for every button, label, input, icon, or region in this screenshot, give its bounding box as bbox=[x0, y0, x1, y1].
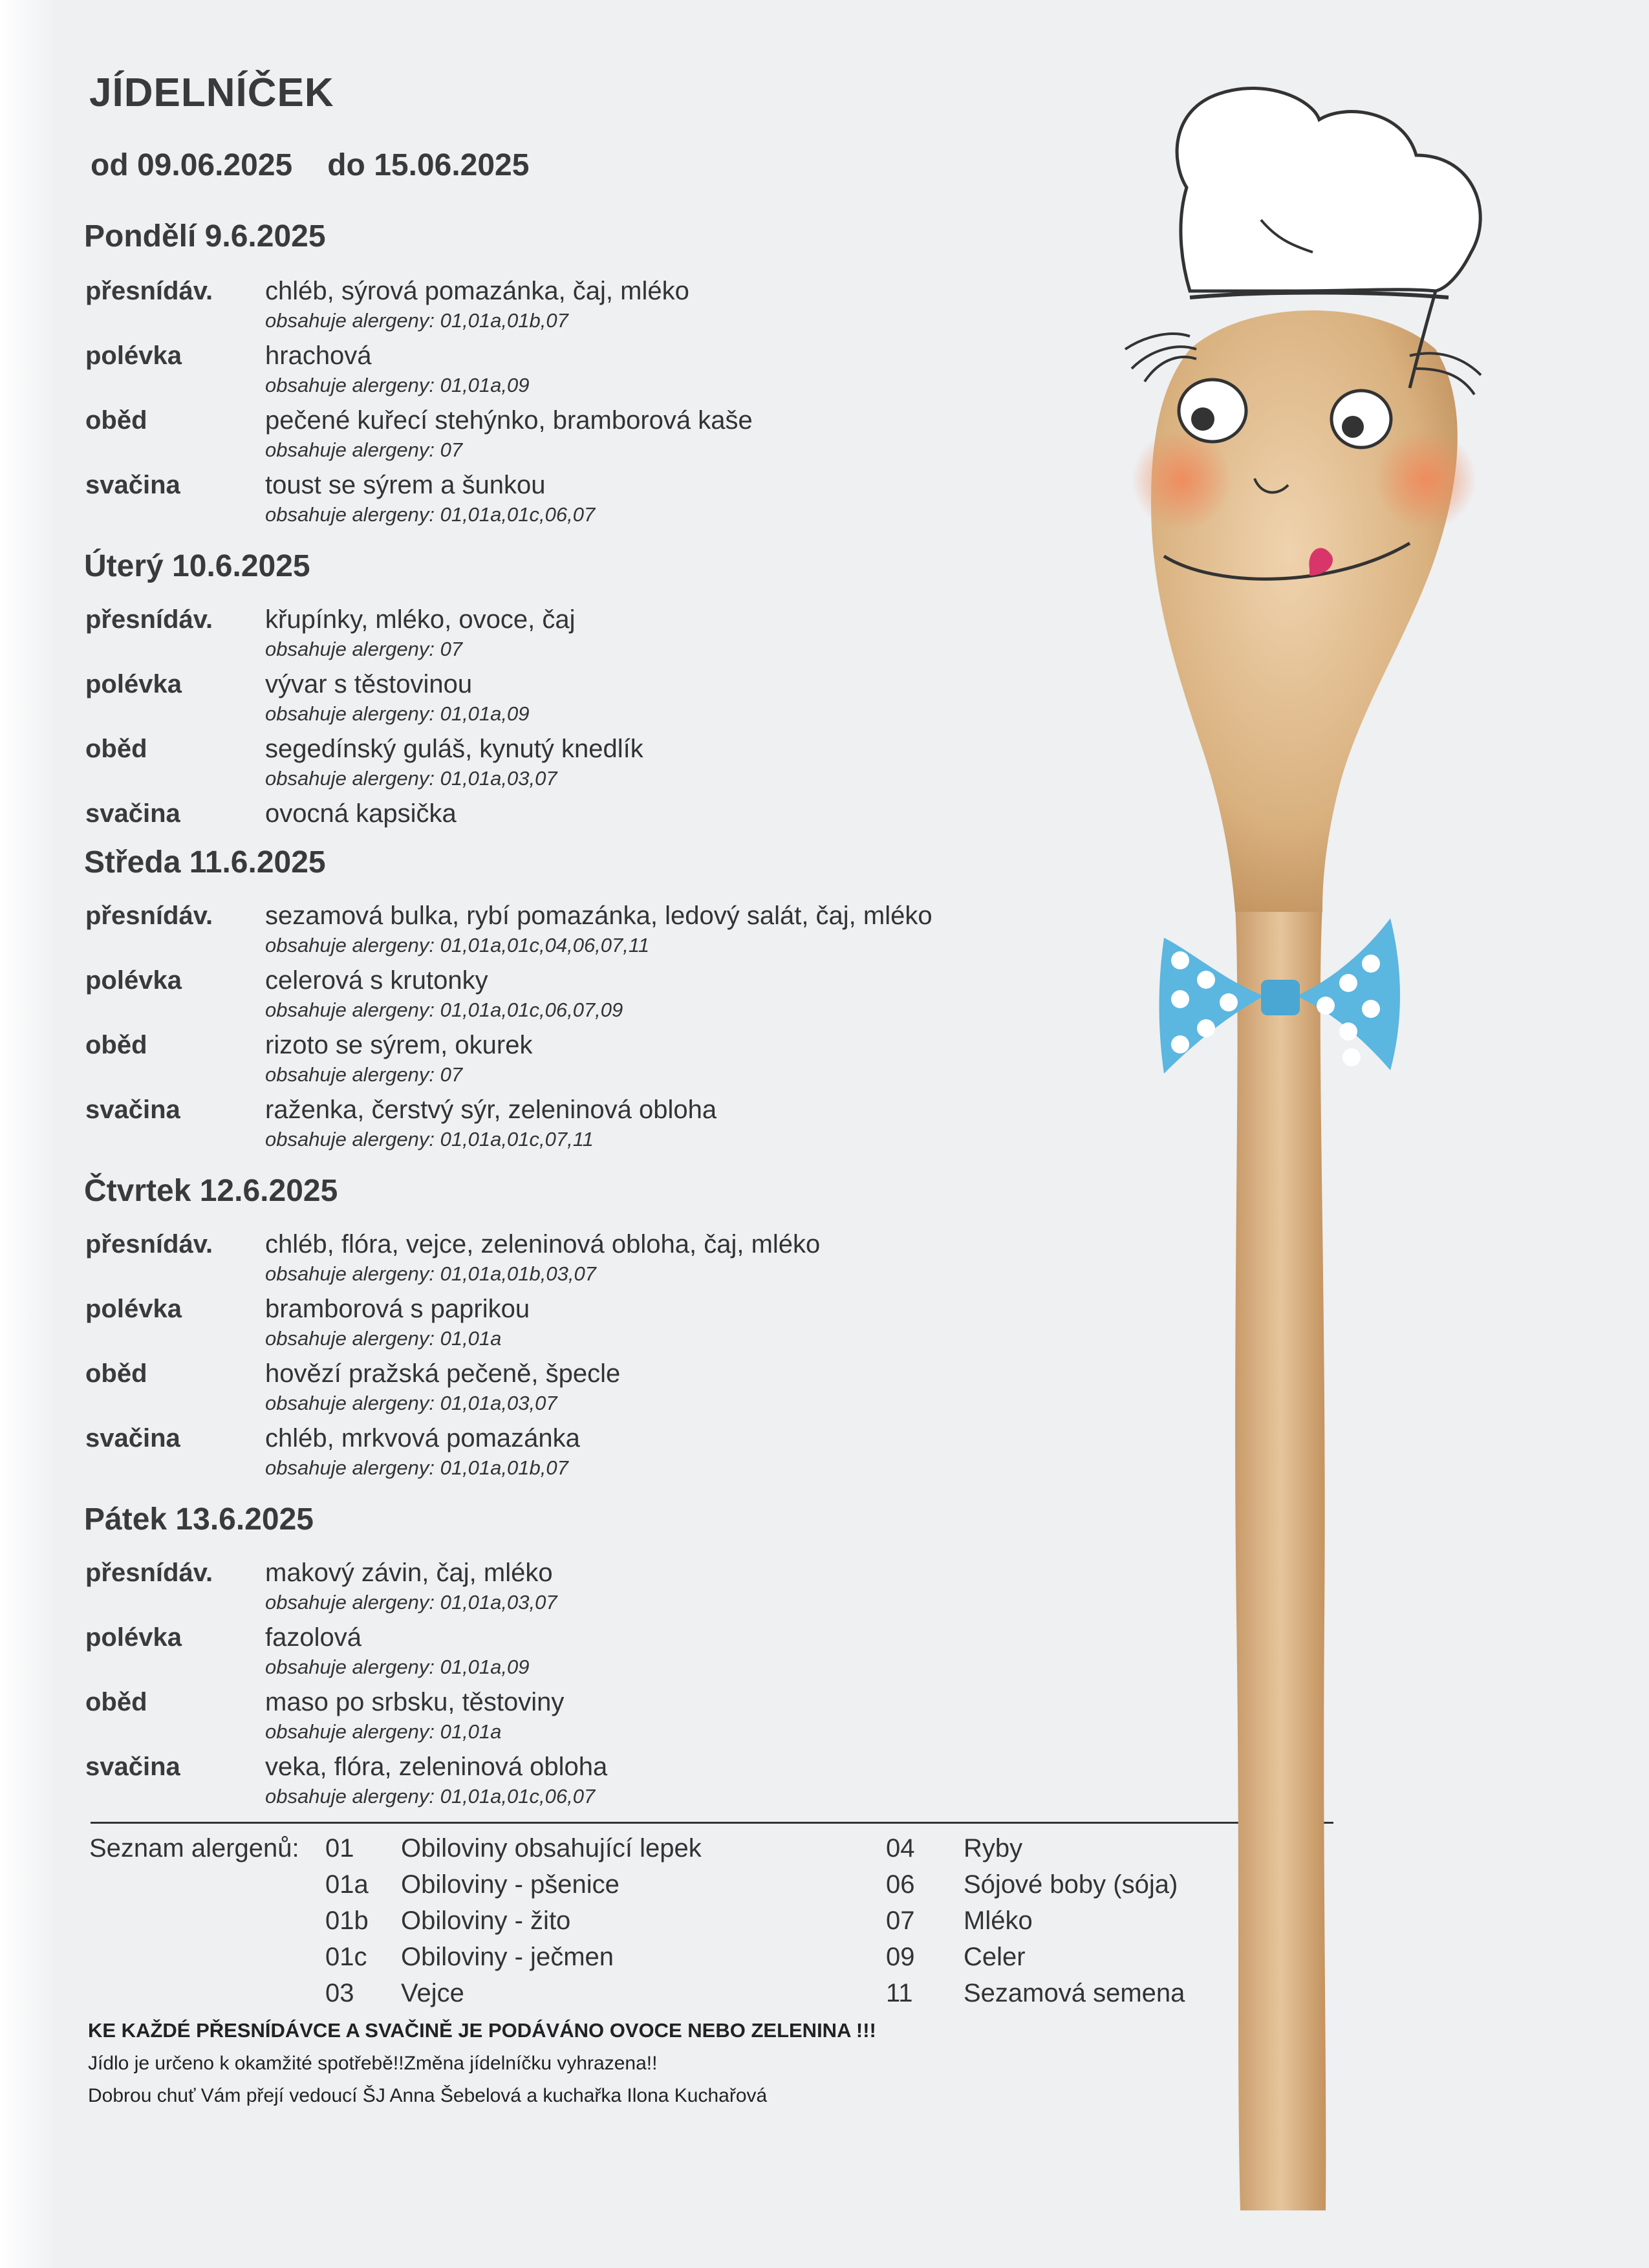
meal-dish: fazolová bbox=[265, 1623, 361, 1652]
meal-label: oběd bbox=[85, 1359, 147, 1388]
allergen-name: Obiloviny obsahující lepek bbox=[401, 1834, 702, 1863]
allergen-code: 04 bbox=[886, 1834, 915, 1863]
note-fruit: KE KAŽDÉ PŘESNÍDÁVCE A SVAČINĚ JE PODÁVÁNO OVOCE NEBO ZELENINA !!! bbox=[88, 2019, 876, 2042]
meal-label: polévka bbox=[85, 670, 182, 698]
meal-label: svačina bbox=[85, 471, 180, 499]
note-consumption: Jídlo je určeno k okamžité spotřebě!!Změna jídelníčku vyhrazena!! bbox=[88, 2053, 658, 2074]
allergen-name: Celer bbox=[964, 1943, 1026, 1971]
meal-label: svačina bbox=[85, 1096, 180, 1124]
chef-hat bbox=[1177, 88, 1480, 291]
meal-label: přesnídáv. bbox=[85, 605, 213, 634]
note-signature: Dobrou chuť Vám přejí vedoucí ŠJ Anna Šebelová a kuchařka Ilona Kuchařová bbox=[88, 2085, 768, 2106]
right-eye bbox=[1331, 391, 1391, 448]
meal-allergens: obsahuje alergeny: 01,01a bbox=[265, 1720, 502, 1743]
meal-allergens: obsahuje alergeny: 01,01a,09 bbox=[265, 1656, 530, 1678]
meal-label: polévka bbox=[85, 966, 182, 995]
meal-allergens: obsahuje alergeny: 01,01a,09 bbox=[265, 374, 530, 396]
meal-allergens: obsahuje alergeny: 01,01a,03,07 bbox=[265, 1392, 557, 1414]
allergen-code: 09 bbox=[886, 1943, 915, 1971]
meal-dish: hrachová bbox=[265, 341, 372, 370]
meal-allergens: obsahuje alergeny: 07 bbox=[265, 638, 463, 660]
date-range bbox=[91, 147, 564, 183]
meal-allergens: obsahuje alergeny: 01,01a,03,07 bbox=[265, 1591, 557, 1614]
allergen-name: Sójové boby (sója) bbox=[964, 1870, 1178, 1899]
meal-allergens: obsahuje alergeny: 01,01a,01c,07,11 bbox=[265, 1128, 594, 1150]
meal-allergens: obsahuje alergeny: 01,01a bbox=[265, 1327, 502, 1350]
meal-label: oběd bbox=[85, 1688, 147, 1716]
meal-dish: maso po srbsku, těstoviny bbox=[265, 1688, 565, 1716]
allergen-code: 01 bbox=[325, 1834, 354, 1863]
page-title: JÍDELNÍČEK bbox=[89, 70, 334, 115]
meal-label: přesnídáv. bbox=[85, 902, 213, 930]
meal-dish: segedínský guláš, kynutý knedlík bbox=[265, 735, 643, 763]
meal-label: přesnídáv. bbox=[85, 277, 213, 305]
meal-allergens: obsahuje alergeny: 01,01a,09 bbox=[265, 702, 530, 725]
day-heading: Středa 11.6.2025 bbox=[84, 845, 326, 880]
meal-label: svačina bbox=[85, 799, 180, 828]
meal-dish: toust se sýrem a šunkou bbox=[265, 471, 546, 499]
meal-label: polévka bbox=[85, 341, 182, 370]
meal-label: oběd bbox=[85, 735, 147, 763]
allergen-code: 01c bbox=[325, 1943, 367, 1971]
meal-allergens: obsahuje alergeny: 01,01a,01c,06,07 bbox=[265, 1785, 596, 1808]
allergen-name: Sezamová semena bbox=[964, 1979, 1185, 2007]
meal-label: oběd bbox=[85, 406, 147, 435]
allergen-code: 06 bbox=[886, 1870, 915, 1899]
allergen-list-heading: Seznam alergenů: bbox=[89, 1834, 299, 1863]
meal-dish: veka, flóra, zeleninová obloha bbox=[265, 1753, 608, 1781]
meal-allergens: obsahuje alergeny: 07 bbox=[265, 1063, 463, 1086]
meal-label: polévka bbox=[85, 1295, 182, 1323]
allergen-code: 11 bbox=[886, 1979, 913, 2007]
meal-dish: vývar s těstovinou bbox=[265, 670, 473, 698]
meal-label: svačina bbox=[85, 1424, 180, 1453]
meal-dish: makový závin, čaj, mléko bbox=[265, 1559, 553, 1587]
meal-dish: křupínky, mléko, ovoce, čaj bbox=[265, 605, 576, 634]
day-heading: Pátek 13.6.2025 bbox=[84, 1502, 314, 1537]
left-eye bbox=[1179, 380, 1246, 442]
allergen-name: Vejce bbox=[401, 1979, 464, 2007]
allergen-name: Obiloviny - žito bbox=[401, 1906, 571, 1935]
wooden-spoon-chef-icon bbox=[1099, 65, 1539, 2218]
meal-label: přesnídáv. bbox=[85, 1559, 213, 1587]
day-heading: Úterý 10.6.2025 bbox=[84, 549, 310, 583]
meal-dish: sezamová bulka, rybí pomazánka, ledový salát, čaj, mléko bbox=[265, 902, 932, 930]
meal-allergens: obsahuje alergeny: 07 bbox=[265, 438, 463, 461]
day-heading: Čtvrtek 12.6.2025 bbox=[84, 1174, 338, 1208]
meal-dish: bramborová s paprikou bbox=[265, 1295, 530, 1323]
allergen-name: Obiloviny - pšenice bbox=[401, 1870, 620, 1899]
meal-dish: ovocná kapsička bbox=[265, 799, 457, 828]
allergen-code: 03 bbox=[325, 1979, 354, 2007]
meal-label: oběd bbox=[85, 1031, 147, 1059]
allergen-name: Mléko bbox=[964, 1906, 1033, 1935]
paper-edge bbox=[0, 0, 57, 2268]
right-cheek bbox=[1375, 429, 1476, 530]
meal-allergens: obsahuje alergeny: 01,01a,03,07 bbox=[265, 767, 557, 790]
allergen-name: Ryby bbox=[964, 1834, 1023, 1863]
day-heading: Pondělí 9.6.2025 bbox=[84, 219, 326, 254]
meal-allergens: obsahuje alergeny: 01,01a,01b,07 bbox=[265, 1456, 568, 1479]
meal-dish: rizoto se sýrem, okurek bbox=[265, 1031, 533, 1059]
allergen-code: 07 bbox=[886, 1906, 915, 1935]
allergen-name: Obiloviny - ječmen bbox=[401, 1943, 614, 1971]
allergen-code: 01a bbox=[325, 1870, 369, 1899]
date-from: od 09.06.2025 bbox=[91, 148, 293, 182]
meal-dish: hovězí pražská pečeně, špecle bbox=[265, 1359, 621, 1388]
meal-allergens: obsahuje alergeny: 01,01a,01c,04,06,07,11 bbox=[265, 934, 650, 956]
spoon-handle bbox=[1235, 905, 1326, 2210]
meal-dish: chléb, sýrová pomazánka, čaj, mléko bbox=[265, 277, 689, 305]
meal-dish: celerová s krutonky bbox=[265, 966, 488, 995]
meal-allergens: obsahuje alergeny: 01,01a,01b,03,07 bbox=[265, 1262, 596, 1285]
allergen-code: 01b bbox=[325, 1906, 369, 1935]
meal-dish: chléb, mrkvová pomazánka bbox=[265, 1424, 580, 1453]
meal-allergens: obsahuje alergeny: 01,01a,01c,06,07,09 bbox=[265, 999, 623, 1021]
meal-label: svačina bbox=[85, 1753, 180, 1781]
meal-dish: pečené kuřecí stehýnko, bramborová kaše bbox=[265, 406, 753, 435]
meal-label: polévka bbox=[85, 1623, 182, 1652]
meal-dish: chléb, flóra, vejce, zeleninová obloha, čaj, mléko bbox=[265, 1230, 821, 1258]
meal-allergens: obsahuje alergeny: 01,01a,01b,07 bbox=[265, 309, 568, 332]
date-to: do 15.06.2025 bbox=[327, 148, 530, 182]
meal-label: přesnídáv. bbox=[85, 1230, 213, 1258]
left-cheek bbox=[1132, 429, 1233, 530]
meal-allergens: obsahuje alergeny: 01,01a,01c,06,07 bbox=[265, 503, 596, 526]
meal-dish: raženka, čerstvý sýr, zeleninová obloha bbox=[265, 1096, 717, 1124]
